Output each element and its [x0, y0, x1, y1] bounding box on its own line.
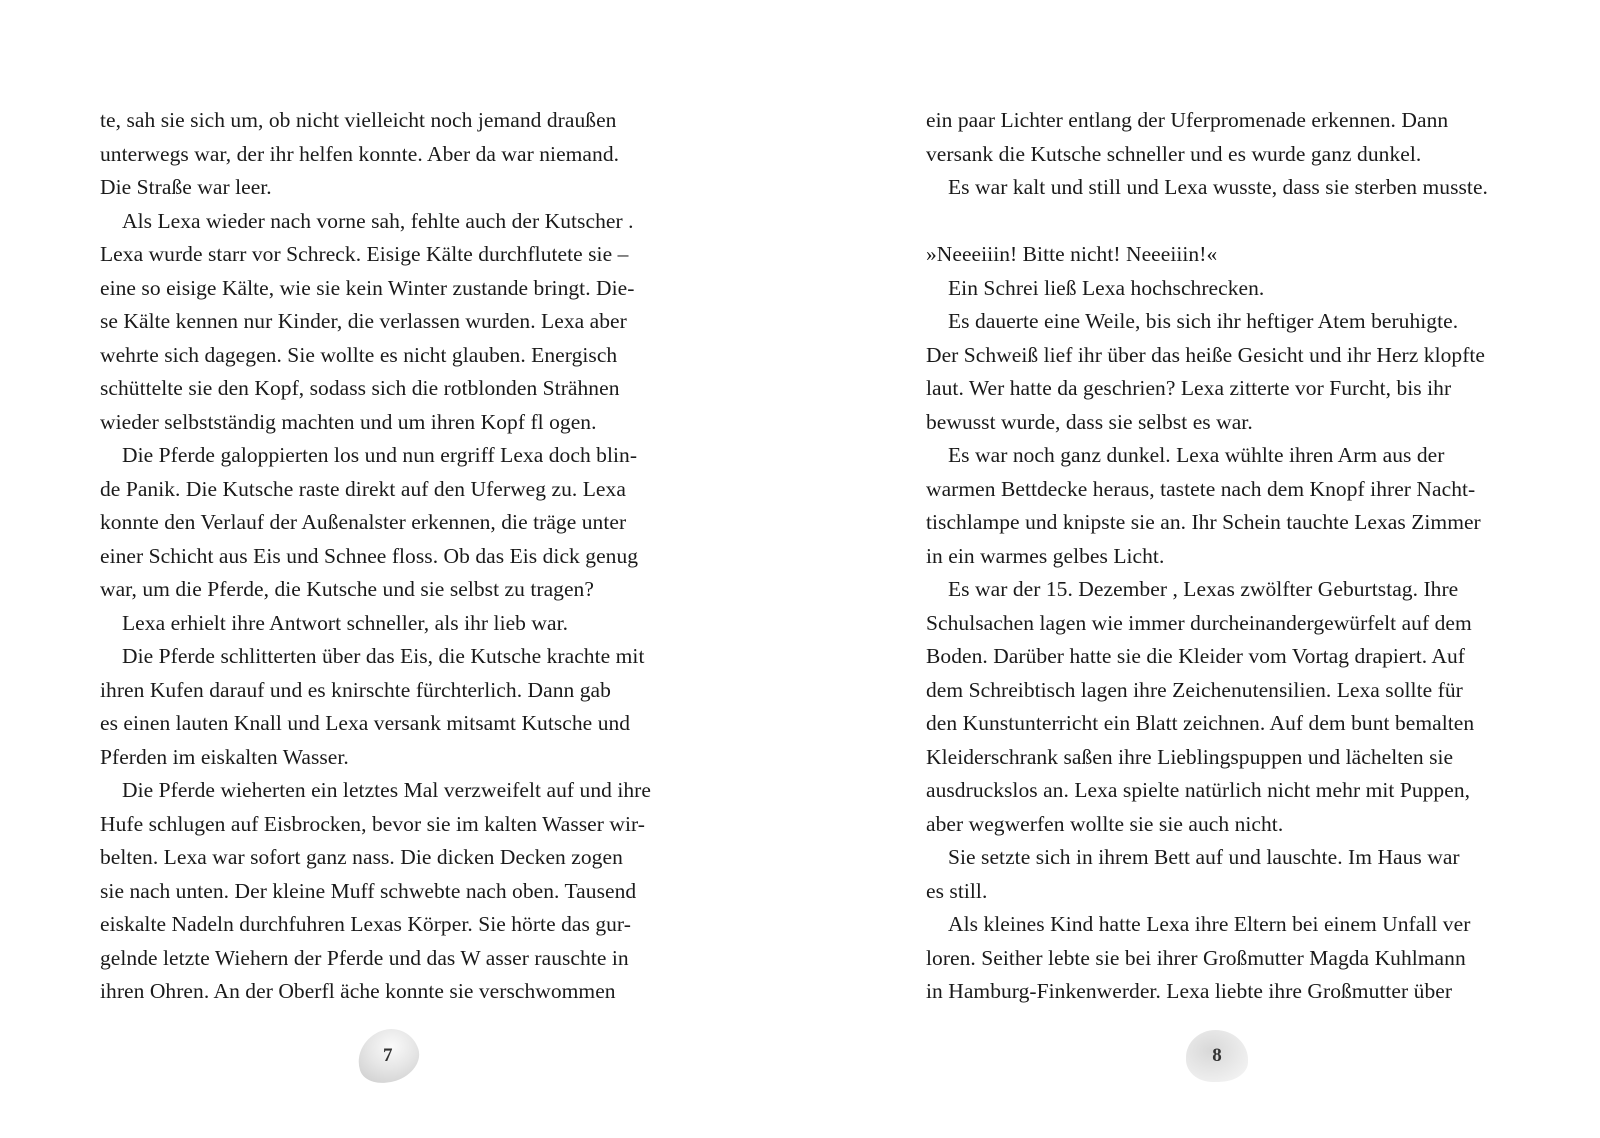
text-line: es einen lauten Knall und Lexa versank mitsamt Kutsche und: [100, 711, 631, 735]
text-line: war, um die Pferde, die Kutsche und sie selbst zu tragen?: [100, 577, 594, 601]
text-line: ein paar Lichter entlang der Uferpromenade erkennen. Dann: [926, 108, 1449, 132]
text-line: versank die Kutsche schneller und es wurde ganz dunkel.: [926, 141, 1422, 166]
text-line: laut. Wer hatte da geschrien? Lexa zitterte vor Furcht, bis ihr: [926, 376, 1452, 400]
text-line: Die Pferde galoppierten los und nun ergriff Lexa doch blin-: [122, 443, 638, 467]
text-line: es still.: [926, 878, 988, 903]
text-line: wehrte sich dagegen. Sie wollte es nicht glauben. Energisch: [100, 342, 618, 367]
text-line: Kleiderschrank saßen ihre Lieblingspuppen und lächelten sie: [926, 744, 1454, 769]
text-line: Es war noch ganz dunkel. Lexa wühlte ihren Arm aus der: [948, 443, 1445, 467]
text-line: de Panik. Die Kutsche raste direkt auf den Uferweg zu. Lexa: [100, 476, 626, 501]
text-line: ihren Kufen darauf und es knirschte fürchterlich. Dann gab: [100, 677, 611, 702]
text-line: Lexa wurde starr vor Schreck. Eisige Kälte durchflutete sie –: [100, 242, 629, 266]
page-number-left-label: 7: [383, 1045, 393, 1066]
text-line: konnte den Verlauf der Außenalster erkennen, die träge unter: [100, 510, 627, 534]
text-line: Boden. Darüber hatte sie die Kleider vom Vortag drapiert. Auf: [926, 644, 1466, 668]
text-line: Schulsachen lagen wie immer durcheinandergewürfelt auf dem: [926, 610, 1472, 635]
text-line: Es dauerte eine Weile, bis sich ihr heftiger Atem beruhigte.: [948, 309, 1459, 333]
page-number-left: [350, 1022, 425, 1091]
text-line: Hufe schlugen auf Eisbrocken, bevor sie im kalten Wasser wir-: [100, 811, 645, 836]
text-line: Es war der 15. Dezember , Lexas zwölfter Geburtstag. Ihre: [948, 577, 1459, 601]
text-line: ausdruckslos an. Lexa spielte natürlich nicht mehr mit Puppen,: [926, 778, 1471, 802]
text-line: Der Schweiß lief ihr über das heiße Gesicht und ihr Herz klopfte: [926, 342, 1486, 367]
text-line: ihren Ohren. An der Oberfl äche konnte sie verschwommen: [100, 979, 616, 1003]
page-number-right: [1186, 1030, 1248, 1082]
text-line: in ein warmes gelbes Licht.: [926, 543, 1165, 568]
text-line: gelnde letzte Wiehern der Pferde und das W asser rauschte in: [100, 945, 629, 970]
text-line: wieder selbstständig machten und um ihren Kopf fl ogen.: [100, 409, 597, 434]
left-page-text: [100, 104, 690, 1009]
text-line: Sie setzte sich in ihrem Bett auf und lauschte. Im Haus war: [948, 845, 1460, 869]
text-line: dem Schreibtisch lagen ihre Zeichenutensilien. Lexa sollte für: [926, 677, 1463, 702]
text-line: Als kleines Kind hatte Lexa ihre Eltern bei einem Unfall ver: [948, 912, 1471, 936]
text-line: einer Schicht aus Eis und Schnee floss. Ob das Eis dick genug: [100, 543, 639, 568]
text-line: loren. Seither lebte sie bei ihrer Großmutter Magda Kuhlmann: [926, 945, 1466, 970]
text-line: Als Lexa wieder nach vorne sah, fehlte auch der Kutscher .: [122, 208, 634, 233]
blank-line: [926, 205, 1526, 239]
text-line: se Kälte kennen nur Kinder, die verlassen wurden. Lexa aber: [100, 309, 627, 333]
text-line: te, sah sie sich um, ob nicht vielleicht noch jemand draußen: [100, 108, 617, 132]
text-line: Die Pferde wieherten ein letztes Mal verzweifelt auf und ihre: [122, 778, 651, 802]
text-line: Die Pferde schlitterten über das Eis, die Kutsche krachte mit: [122, 644, 645, 668]
text-line: Ein Schrei ließ Lexa hochschrecken.: [948, 275, 1265, 300]
right-page-text: [926, 104, 1526, 1009]
text-line: »Neeeiiin! Bitte nicht! Neeeiiin!«: [926, 242, 1218, 266]
text-line: tischlampe und knipste sie an. Ihr Schein tauchte Lexas Zimmer: [926, 510, 1481, 534]
text-line: warmen Bettdecke heraus, tastete nach dem Knopf ihrer Nacht-: [926, 476, 1476, 501]
text-line: eine so eisige Kälte, wie sie kein Winter zustande bringt. Die-: [100, 275, 635, 300]
text-line: bewusst wurde, dass sie selbst es war.: [926, 409, 1253, 434]
text-line: Die Straße war leer.: [100, 175, 272, 199]
text-line: Es war kalt und still und Lexa wusste, dass sie sterben musste.: [948, 175, 1488, 199]
text-line: schüttelte sie den Kopf, sodass sich die rotblonden Strähnen: [100, 376, 620, 400]
text-line: belten. Lexa war sofort ganz nass. Die dicken Decken zogen: [100, 845, 623, 869]
text-line: den Kunstunterricht ein Blatt zeichnen. Auf dem bunt bemalten: [926, 711, 1475, 735]
text-line: Lexa erhielt ihre Antwort schneller, als ihr lieb war.: [122, 610, 569, 635]
text-line: Pferden im eiskalten Wasser.: [100, 744, 349, 769]
text-line: in Hamburg-Finkenwerder. Lexa liebte ihre Großmutter über: [926, 979, 1453, 1003]
text-line: aber wegwerfen wollte sie sie auch nicht.: [926, 811, 1284, 836]
text-line: eiskalte Nadeln durchfuhren Lexas Körper. Sie hörte das gur-: [100, 912, 631, 936]
text-line: unterwegs war, der ihr helfen konnte. Aber da war niemand.: [100, 141, 620, 166]
page-number-right-label: 8: [1212, 1045, 1222, 1066]
text-line: sie nach unten. Der kleine Muff schwebte nach oben. Tausend: [100, 878, 637, 903]
